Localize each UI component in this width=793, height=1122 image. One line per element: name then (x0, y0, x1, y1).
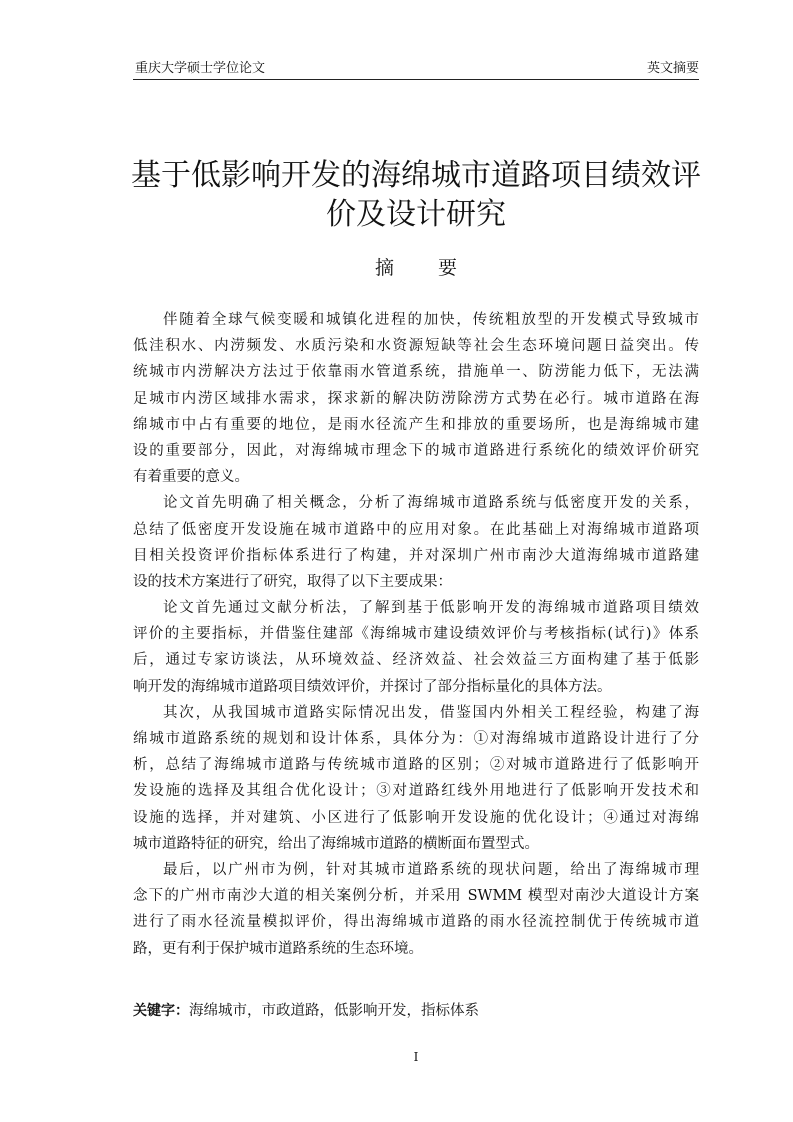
thesis-title-line-2: 价及设计研究 (326, 197, 506, 232)
text-line: 评价的主要指标，并借鉴住建部《海绵城市建设绩效评价与考核指标(试行)》体系 (133, 626, 699, 643)
text-line: 绵城市中占有重要的地位，是雨水径流产生和排放的重要场所，也是海绵城市建 (133, 416, 699, 433)
abstract-paragraph-5 (133, 857, 699, 962)
text-line: 路，更有利于保护城市道路系统的生态环境。 (133, 940, 423, 957)
text-line: 足城市内涝区域排水需求，探求新的解决防涝除涝方式势在必行。城市道路在海 (133, 390, 699, 407)
text-line: 论文首先通过文献分析法，了解到基于低影响开发的海绵城市道路项目绩效 (163, 600, 699, 617)
abstract-heading: 摘要 (374, 257, 501, 279)
keywords-label: 关键字： (133, 1003, 189, 1019)
header-thesis-name: 重庆大学硕士学位论文 (135, 61, 266, 76)
thesis-title (118, 156, 714, 234)
abstract-paragraph-1 (133, 307, 699, 490)
text-line: 设的重要部分，因此，对海绵城市理念下的城市道路进行系统化的绩效评价研究 (133, 442, 699, 459)
text-line: 伴随着全球气候变暖和城镇化进程的加快，传统粗放型的开发模式导致城市 (163, 312, 699, 328)
abstract-paragraph-4 (133, 700, 699, 857)
text-line: 统城市内涝解决方法过于依靠雨水管道系统，措施单一、防涝能力低下，无法满 (133, 364, 699, 381)
text-line: 设的技术方案进行了研究，取得了以下主要成果： (133, 573, 452, 590)
text-line: 最后，以广州市为例，针对其城市道路系统的现状问题，给出了海绵城市理 (163, 861, 699, 878)
header-section-name: 英文摘要 (646, 61, 699, 76)
text-line: 析，总结了海绵城市道路与传统城市道路的区别；②对城市道路进行了低影响开 (133, 757, 699, 774)
thesis-title-line-1: 基于低影响开发的海绵城市道路项目绩效评 (131, 158, 701, 193)
text-line: 总结了低密度开发设施在城市道路中的应用对象。在此基础上对海绵城市道路项 (133, 521, 699, 538)
keywords-line (133, 1000, 699, 1022)
header-rule (133, 79, 699, 80)
abstract-paragraph-2 (133, 490, 699, 595)
text-line: 低洼积水、内涝频发、水质污染和水资源短缺等社会生态环境问题日益突出。传 (133, 338, 699, 355)
text-line: 响开发的海绵城市道路项目绩效评价，并探讨了部分指标量化的具体方法。 (133, 678, 612, 695)
text-line: 绵城市道路系统的规划和设计体系，具体分为：①对海绵城市道路设计进行了分 (133, 731, 699, 747)
text-line: 论文首先明确了相关概念，分析了海绵城市道路系统与低密度开发的关系， (163, 495, 699, 512)
abstract-body (133, 307, 699, 962)
text-line: 设施的选择，并对建筑、小区进行了低影响开发设施的优化设计；④通过对海绵 (133, 809, 699, 826)
text-line: 有着重要的意义。 (133, 469, 249, 486)
text-line: 发设施的选择及其组合优化设计；③对道路红线外用地进行了低影响开发技术和 (133, 783, 699, 800)
abstract-paragraph-3 (133, 595, 699, 700)
keywords-value: 海绵城市，市政道路，低影响开发，指标体系 (189, 1003, 479, 1019)
text-line: 念下的广州市南沙大道的相关案例分析，并采用 SWMM 模型对南沙大道设计方案 (133, 888, 699, 905)
text-line: 其次，从我国城市道路实际情况出发，借鉴国内外相关工程经验，构建了海 (163, 704, 699, 721)
text-line: 城市道路特征的研究，给出了海绵城市道路的横断面布置型式。 (133, 835, 539, 852)
page-number: I (413, 1050, 419, 1064)
text-line: 后，通过专家访谈法，从环境效益、经济效益、社会效益三方面构建了基于低影 (133, 652, 699, 669)
text-line: 目相关投资评价指标体系进行了构建，并对深圳广州市南沙大道海绵城市道路建 (133, 547, 699, 564)
text-line: 进行了雨水径流量模拟评价，得出海绵城市道路的雨水径流控制优于传统城市道 (133, 914, 699, 931)
